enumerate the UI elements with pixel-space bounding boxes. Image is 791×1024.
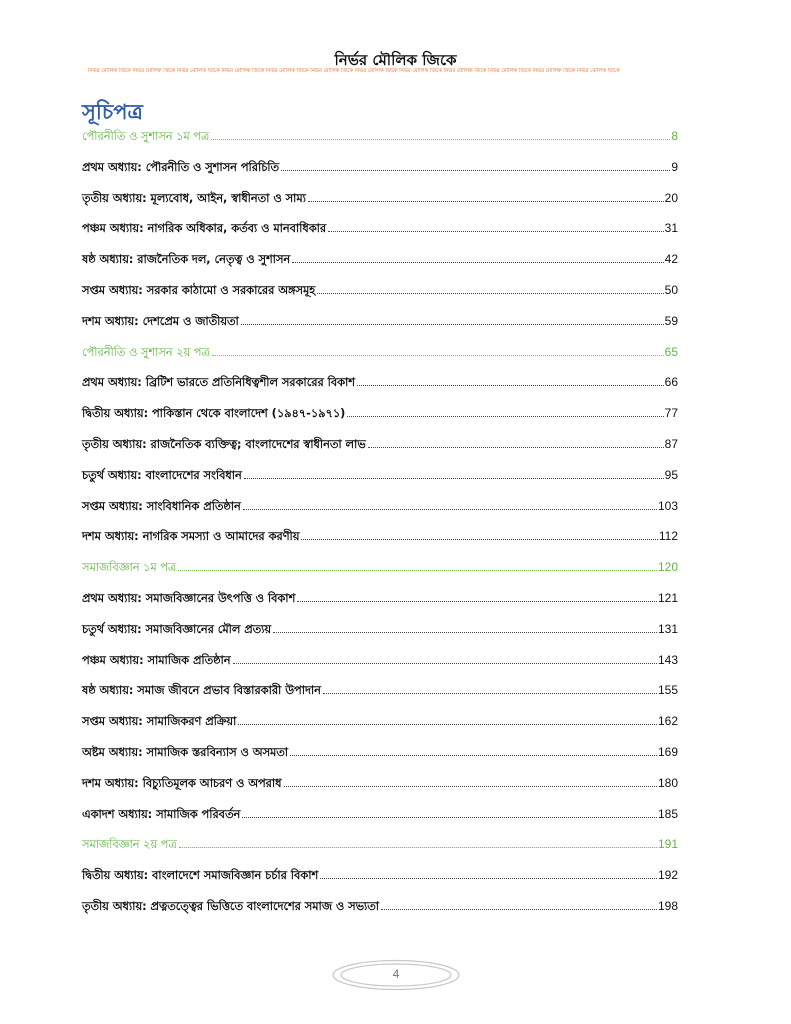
dot-leader <box>368 446 664 448</box>
toc-entry-page: 59 <box>664 313 678 328</box>
toc-entry-title: সমাজবিজ্ঞান ১ম পত্র <box>82 561 177 575</box>
toc-heading: সূচিপত্র <box>82 100 143 124</box>
page-number: 4 <box>392 967 400 981</box>
toc-chapter-link[interactable] <box>82 652 678 683</box>
toc-chapter-link[interactable] <box>82 744 678 775</box>
toc-entry-page: 198 <box>657 898 678 913</box>
dot-leader <box>238 723 657 725</box>
toc-entry-page: 121 <box>657 590 678 605</box>
toc-entry-page: 120 <box>657 560 678 575</box>
toc-chapter-link[interactable] <box>82 220 678 251</box>
header-title: নির্ভর মৌলিক জিকে <box>334 51 457 69</box>
toc-entry-title: সপ্তম অধ্যায়: সরকার কাঠামো ও সরকারের অঙ্গসমূহ <box>82 283 316 297</box>
toc-entry-page: 77 <box>664 406 678 421</box>
toc-entry-page: 20 <box>664 190 678 205</box>
toc-entry-title: ষষ্ঠ অধ্যায়: সমাজ জীবনে প্রভাব বিস্তারকারী উপাদান <box>82 684 321 698</box>
dot-leader <box>281 169 670 171</box>
toc-chapter-link[interactable] <box>82 682 678 713</box>
toc-entry-title: পৌরনীতি ও সুশাসন ১ম পত্র <box>82 130 210 143</box>
dot-leader <box>381 908 657 910</box>
toc-chapter-link[interactable] <box>82 867 678 898</box>
toc-section-link[interactable] <box>82 559 678 590</box>
dot-leader <box>290 754 657 756</box>
toc-chapter-link[interactable] <box>82 405 678 436</box>
toc-entry-title: চতুর্থ অধ্যায়: বাংলাদেশের সংবিধান <box>82 468 242 482</box>
toc-chapter-link[interactable] <box>82 590 678 621</box>
table-of-contents <box>82 128 678 929</box>
dot-leader <box>301 538 657 540</box>
toc-chapter-link[interactable] <box>82 621 678 652</box>
toc-chapter-link[interactable] <box>82 898 678 929</box>
dot-leader <box>273 631 657 633</box>
toc-chapter-link[interactable] <box>82 251 678 282</box>
toc-entry-title: প্রথম অধ্যায়: পৌরনীতি ও সুশাসন পরিচিতি <box>82 160 280 174</box>
toc-entry-title: প্রথম অধ্যায়: সমাজবিজ্ঞানের উৎপত্তি ও বিকাশ <box>82 591 296 605</box>
dot-leader <box>211 138 670 140</box>
dot-leader <box>242 816 657 818</box>
toc-entry-title: দ্বিতীয় অধ্যায়: বাংলাদেশে সমাজবিজ্ঞান চর্চার বিকাশ <box>82 869 319 883</box>
toc-entry-page: 112 <box>658 529 678 544</box>
dot-leader <box>308 200 664 202</box>
toc-entry-title: সপ্তম অধ্যায়: সামাজিকরণ প্রক্রিয়া <box>82 715 237 729</box>
dot-leader <box>241 323 664 325</box>
toc-chapter-link[interactable] <box>82 806 678 837</box>
toc-entry-title: ষষ্ঠ অধ্যায়: রাজনৈতিক দল, নেতৃত্ব ও সুশাসন <box>82 253 291 267</box>
toc-chapter-link[interactable] <box>82 528 678 559</box>
dot-leader <box>243 508 657 510</box>
dot-leader <box>328 230 664 232</box>
toc-entry-page: 95 <box>664 467 678 482</box>
toc-entry-title: চতুর্থ অধ্যায়: সমাজবিজ্ঞানের মৌল প্রত্যয় <box>82 622 272 636</box>
toc-entry-page: 50 <box>664 282 678 297</box>
toc-entry-title: দশম অধ্যায়: নাগরিক সমস্যা ও আমাদের করণীয় <box>82 530 300 544</box>
toc-entry-page: 143 <box>657 652 678 667</box>
toc-chapter-link[interactable] <box>82 775 678 806</box>
toc-section-link[interactable] <box>82 344 678 375</box>
dot-leader <box>317 292 663 294</box>
toc-chapter-link[interactable] <box>82 282 678 313</box>
toc-chapter-link[interactable] <box>82 713 678 744</box>
dot-leader <box>233 662 657 664</box>
dot-leader <box>357 384 664 386</box>
toc-entry-title: দশম অধ্যায়: বিচ্যুতিমূলক আচরণ ও অপরাধ <box>82 776 282 790</box>
toc-entry-page: 8 <box>671 129 678 143</box>
toc-entry-page: 42 <box>664 252 678 267</box>
toc-entry-page: 155 <box>657 683 678 698</box>
toc-entry-title: প্রথম অধ্যায়: ব্রিটিশ ভারতে প্রতিনিধিত্বশীল সরকারের বিকাশ <box>82 376 355 390</box>
toc-chapter-link[interactable] <box>82 313 678 344</box>
toc-entry-page: 65 <box>664 344 678 359</box>
dot-leader <box>320 877 657 879</box>
toc-entry-title: পঞ্চম অধ্যায়: নাগরিক অধিকার, কর্তব্য ও মানবাধিকার <box>82 222 327 236</box>
toc-chapter-link[interactable] <box>82 467 678 498</box>
dot-leader <box>179 846 657 848</box>
toc-chapter-link[interactable] <box>82 374 678 405</box>
toc-entry-title: দ্বিতীয় অধ্যায়: পাকিস্তান থেকে বাংলাদেশ (১৯৪৭-১৯৭১) <box>82 407 346 421</box>
dot-leader <box>323 692 657 694</box>
toc-entry-page: 103 <box>657 498 678 513</box>
dot-leader <box>212 354 664 356</box>
toc-entry-page: 192 <box>657 868 678 883</box>
toc-chapter-link[interactable] <box>82 159 678 190</box>
dot-leader <box>347 415 663 417</box>
toc-entry-title: দশম অধ্যায়: দেশপ্রেম ও জাতীয়তা <box>82 314 239 328</box>
toc-entry-page: 180 <box>657 775 678 790</box>
dot-leader <box>178 569 657 571</box>
toc-entry-page: 162 <box>657 714 678 729</box>
toc-chapter-link[interactable] <box>82 190 678 221</box>
dot-leader <box>244 477 664 479</box>
toc-entry-page: 9 <box>671 159 678 174</box>
toc-entry-title: তৃতীয় অধ্যায়: প্রত্নতত্ত্বের ভিত্তিতে বাংলাদেশের সমাজ ও সভ্যতা <box>82 899 380 913</box>
dot-leader <box>292 261 663 263</box>
toc-entry-title: পৌরনীতি ও সুশাসন ২য় পত্র <box>82 345 210 359</box>
toc-entry-page: 169 <box>657 744 678 759</box>
toc-entry-title: তৃতীয় অধ্যায়: মূল্যবোধ, আইন, স্বাধীনতা ও সাম্য <box>82 191 306 205</box>
toc-entry-title: সপ্তম অধ্যায়: সাংবিধানিক প্রতিষ্ঠান <box>82 499 241 513</box>
toc-entry-title: পঞ্চম অধ্যায়: সামাজিক প্রতিষ্ঠান <box>82 653 231 667</box>
toc-entry-page: 191 <box>657 837 678 852</box>
toc-entry-page: 185 <box>657 806 678 821</box>
toc-entry-page: 87 <box>664 436 678 451</box>
toc-entry-page: 131 <box>657 621 678 636</box>
toc-section-link[interactable] <box>82 128 678 159</box>
toc-chapter-link[interactable] <box>82 498 678 529</box>
dot-leader <box>284 785 657 787</box>
toc-entry-title: অষ্টম অধ্যায়: সামাজিক স্তরবিন্যাস ও অসমতা <box>82 745 289 759</box>
toc-entry-page: 31 <box>664 221 678 236</box>
toc-entry-title: সমাজবিজ্ঞান ২য় পত্র <box>82 838 177 852</box>
toc-entry-title: একাদশ অধ্যায়: সামাজিক পরিবর্তন <box>82 807 241 821</box>
dot-leader <box>297 600 657 602</box>
toc-entry-title: তৃতীয় অধ্যায়: রাজনৈতিক ব্যক্তিত্ব; বাংলাদেশের স্বাধীনতা লাভ <box>82 437 366 451</box>
toc-chapter-link[interactable] <box>82 436 678 467</box>
header-ribbon: নির্ভর মৌলিক জিকে নির্ভর মৌলিক জিকে নির্ভর মৌলিক জিকে নির্ভর মৌলিক জিকে নির্ভর মৌলিক জিকে নির্ভর মৌলিক জিকে নির্ভর মৌলিক জিকে নির্ভর মৌলিক জিকে নির্ভর মৌলিক জিকে নির্ভর মৌলিক জিকে নির্ভর মৌলিক জিকে নির্ভর মৌলিক জিকে <box>88 68 620 74</box>
toc-section-link[interactable] <box>82 836 678 867</box>
toc-entry-page: 66 <box>664 375 678 390</box>
